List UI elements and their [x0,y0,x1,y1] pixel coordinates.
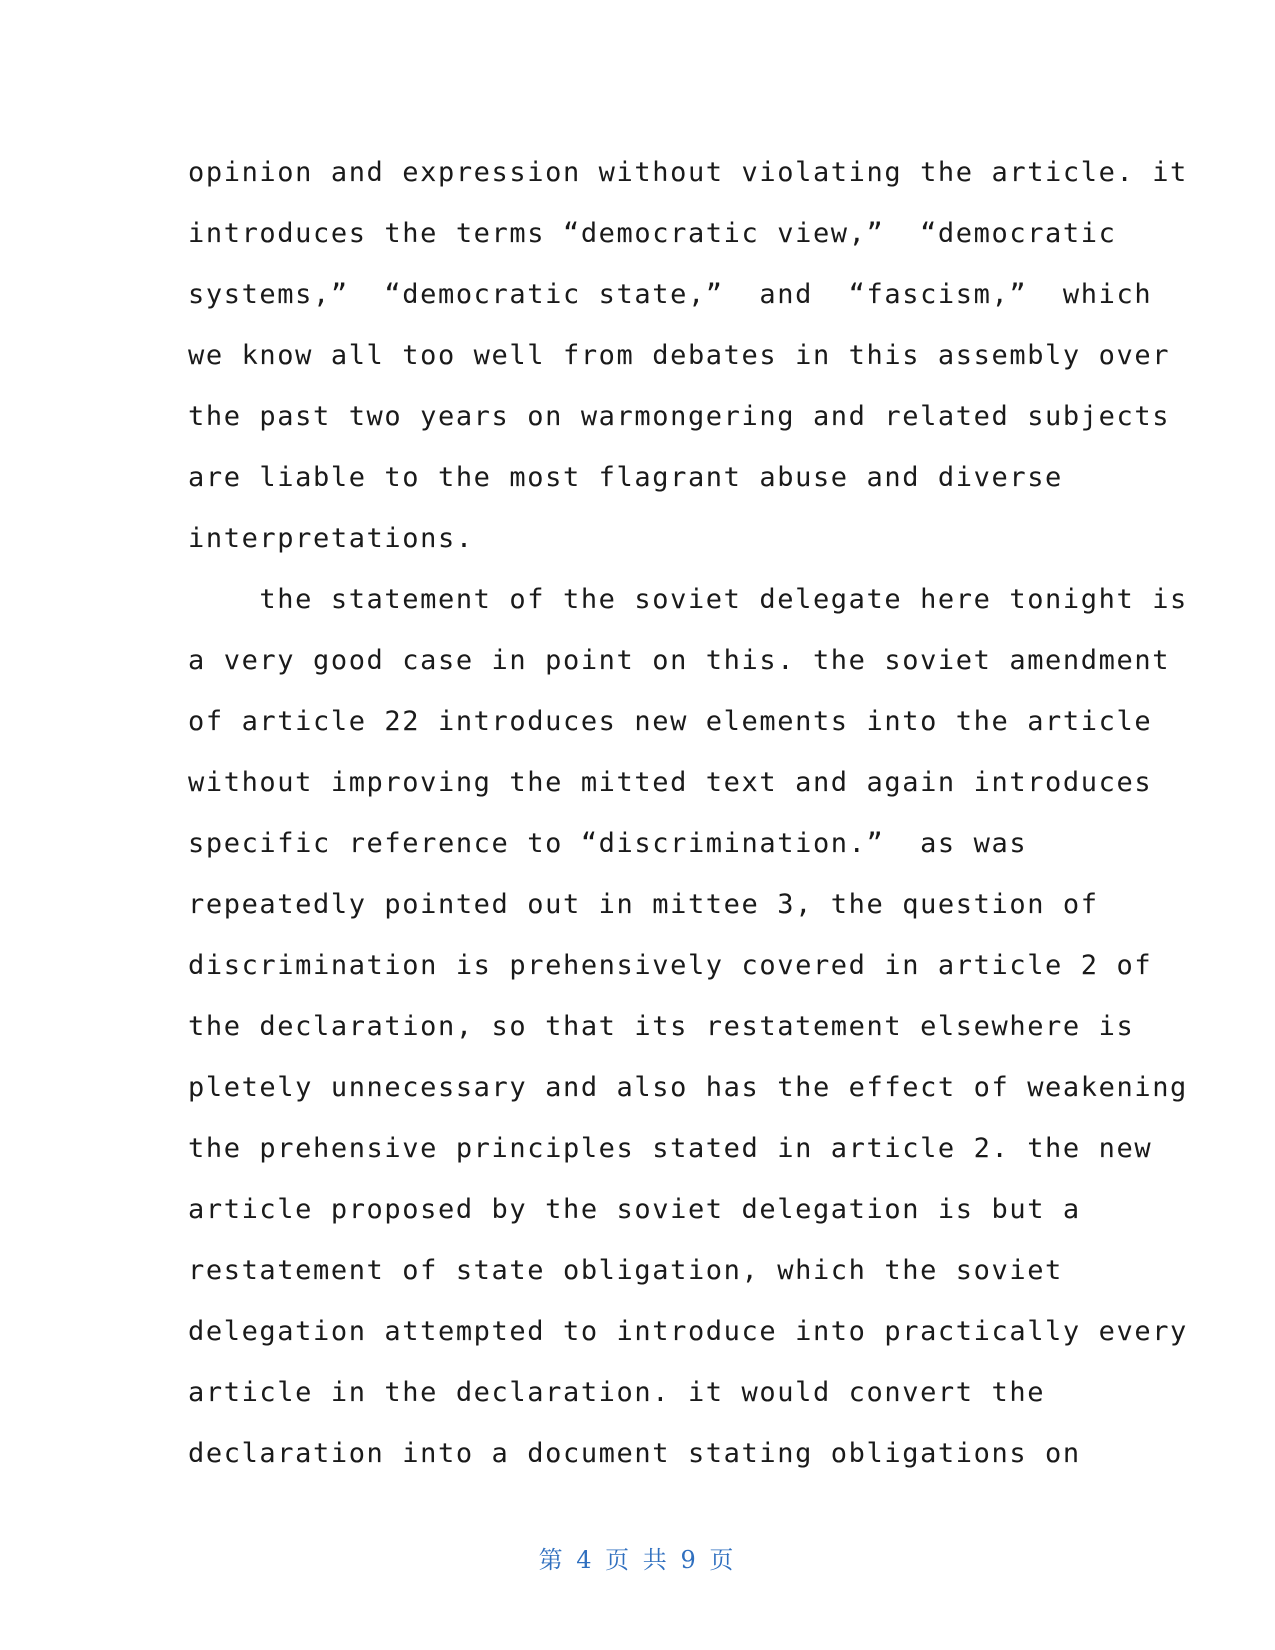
text-line: article proposed by the soviet delegation is but a [188,1194,1081,1225]
document-body [188,142,1188,1484]
text-line: the declaration, so that its restatement elsewhere is [188,1011,1135,1042]
text-line: the past two years on warmongering and related subjects [188,401,1171,432]
text-line: article in the declaration. it would convert the [188,1377,1046,1408]
text-line: pletely unnecessary and also has the effect of weakening [188,1072,1188,1103]
text-line: declaration into a document stating obligations on [188,1438,1081,1469]
text-line: of article 22 introduces new elements into the article [188,706,1153,737]
text-line: delegation attempted to introduce into practically every [188,1316,1188,1347]
text-line: opinion and expression without violating the article. it [188,157,1188,188]
text-line: the statement of the soviet delegate here tonight is [188,584,1188,615]
text-line: without improving the mitted text and again introduces [188,767,1153,798]
text-line: the prehensive principles stated in article 2. the new [188,1133,1153,1164]
text-line: restatement of state obligation, which the soviet [188,1255,1063,1286]
text-line: we know all too well from debates in this assembly over [188,340,1171,371]
text-line: interpretations. [188,523,474,554]
text-line: introduces the terms “democratic view,” “democratic [188,218,1117,249]
text-line: discrimination is prehensively covered in article 2 of [188,950,1153,981]
text-line: specific reference to “discrimination.” as was [188,828,1028,859]
page-number-footer: 第 4 页 共 9 页 [538,1546,737,1574]
text-line: are liable to the most flagrant abuse and diverse [188,462,1063,493]
text-line: systems,” “democratic state,” and “fascism,” which [188,279,1153,310]
text-line: repeatedly pointed out in mittee 3, the question of [188,889,1099,920]
text-line: a very good case in point on this. the soviet amendment [188,645,1171,676]
